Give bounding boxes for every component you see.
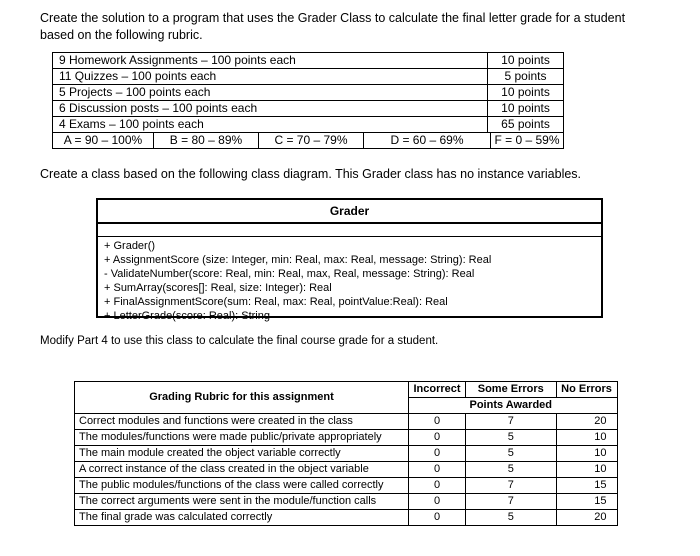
no-errors-points: 10 [556,446,617,462]
table-row [75,446,618,462]
class-diagram [96,198,603,322]
grading-rubric-title: Grading Rubric for this assignment [75,382,409,414]
rubric-item-points: 10 points [501,85,550,99]
some-errors-points: 5 [466,430,557,446]
table-row [75,494,618,510]
incorrect-points: 0 [409,414,466,430]
some-errors-points: 5 [466,446,557,462]
no-errors-points: 10 [556,462,617,478]
no-errors-points: 20 [556,414,617,430]
points-rubric-table [52,52,564,149]
points-awarded-label: Points Awarded [466,398,557,414]
rubric-item-points: 10 points [501,53,550,67]
rubric-row [53,69,563,85]
class-method: - ValidateNumber(score: Real, min: Real, max, Real, message: String): Real [104,268,475,280]
header-no-errors: No Errors [556,382,617,398]
class-diagram-methods [98,237,601,323]
grade-scale-cell: C = 70 – 79% [259,133,364,148]
some-errors-points: 7 [466,414,557,430]
no-errors-points: 20 [556,510,617,526]
rubric-item-label: 4 Exams – 100 points each [53,117,488,132]
class-method: + Grader() [104,240,156,252]
class-diagram-attributes [98,224,601,237]
criterion: Correct modules and functions were created in the class [75,414,409,430]
rubric-item-points: 65 points [501,117,550,131]
header-some-errors: Some Errors [466,382,557,398]
table-row [75,510,618,526]
table-row [75,462,618,478]
rubric-row [53,85,563,101]
class-method: + LetterGrade(score: Real): String [104,310,270,322]
grade-scale-cell: F = 0 – 59% [494,133,560,147]
grading-rubric-table [74,381,618,526]
rubric-item-label: 5 Projects – 100 points each [53,85,488,100]
incorrect-points: 0 [409,462,466,478]
grade-scale-cell: D = 60 – 69% [364,133,491,148]
table-row [75,414,618,430]
some-errors-points: 5 [466,462,557,478]
no-errors-points: 15 [556,494,617,510]
criterion: The final grade was calculated correctly [75,510,409,526]
some-errors-points: 5 [466,510,557,526]
rubric-row [53,101,563,117]
intro-paragraph: Create the solution to a program that uses the Grader Class to calculate the final letter grade for a student based on the following rubric. [40,11,626,42]
rubric-item-points: 10 points [501,101,550,115]
class-diagram-name: Grader [98,200,601,224]
class-method: + FinalAssignmentScore(sum: Real, max: Real, pointValue:Real): Real [104,296,448,308]
rubric-item-label: 9 Homework Assignments – 100 points each [53,53,488,68]
class-method: + AssignmentScore (size: Integer, min: Real, max: Real, message: String): Real [104,254,492,266]
table-row [75,478,618,494]
incorrect-points: 0 [409,494,466,510]
criterion: The public modules/functions of the class were called correctly [75,478,409,494]
criterion: The main module created the object variable correctly [75,446,409,462]
some-errors-points: 7 [466,478,557,494]
some-errors-points: 7 [466,494,557,510]
grade-scale-cell: B = 80 – 89% [154,133,259,148]
rubric-row [53,117,563,133]
incorrect-points: 0 [409,430,466,446]
criterion: The modules/functions were made public/private appropriately [75,430,409,446]
header-incorrect: Incorrect [409,382,466,398]
incorrect-points: 0 [409,478,466,494]
rubric-item-label: 11 Quizzes – 100 points each [53,69,488,84]
incorrect-points: 0 [409,510,466,526]
class-intro-paragraph: Create a class based on the following class diagram. This Grader class has no instance variables. [40,167,582,181]
incorrect-points: 0 [409,446,466,462]
table-row [75,430,618,446]
no-errors-points: 15 [556,478,617,494]
criterion: The correct arguments were sent in the module/function calls [75,494,409,510]
rubric-item-points: 5 points [504,69,547,83]
no-errors-points: 10 [556,430,617,446]
grade-scale-row [53,133,563,148]
modify-paragraph: Modify Part 4 to use this class to calculate the final course grade for a student. [40,335,439,347]
grade-scale-cell: A = 90 – 100% [53,133,154,148]
criterion: A correct instance of the class created in the object variable [75,462,409,478]
class-method: + SumArray(scores[]: Real, size: Integer): Real [104,282,332,294]
rubric-item-label: 6 Discussion posts – 100 points each [53,101,488,116]
grading-header-row [75,382,618,398]
rubric-row [53,53,563,69]
